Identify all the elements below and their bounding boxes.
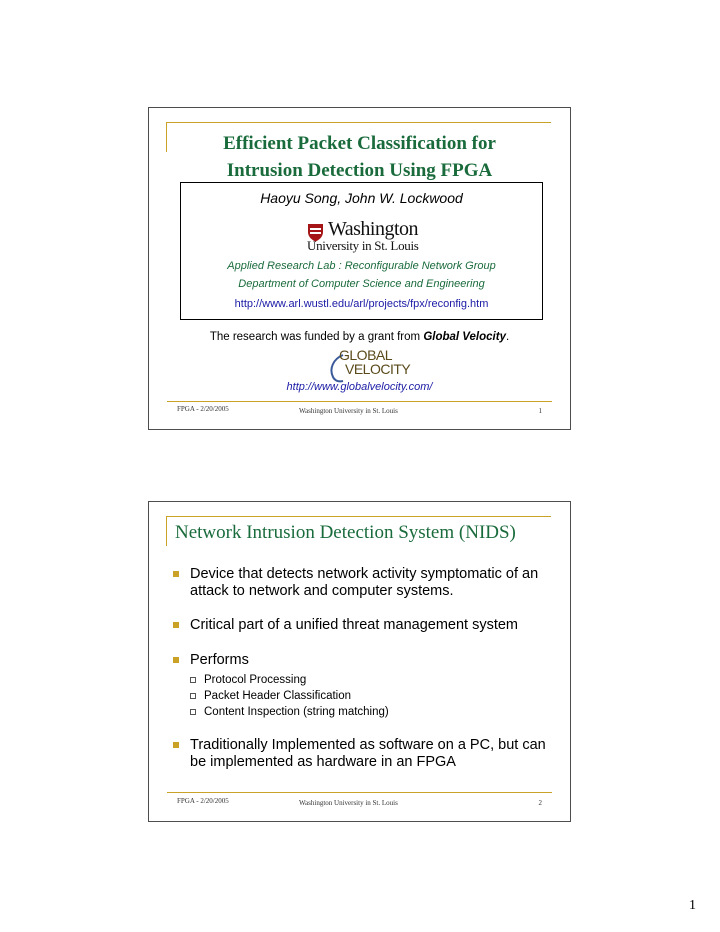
logo-wordmark: Washington <box>328 218 419 240</box>
funding-note <box>149 331 570 343</box>
footer-date: FPGA - 2/20/2005 <box>177 405 229 413</box>
sub-bullet-list <box>190 672 553 720</box>
slide-1 <box>148 107 571 430</box>
slide-title-line-1: Efficient Packet Classification for <box>223 133 496 154</box>
bullet-list <box>173 566 553 771</box>
funding-prefix: The research was funded by a grant from <box>209 331 424 343</box>
accent-line <box>166 516 167 546</box>
slide-title-line-2: Intrusion Detection Using FPGA <box>226 160 493 181</box>
list-item: Device that detects network activity symptomatic of an attack to network and computer systems. <box>173 566 553 600</box>
sub-list-item: Content Inspection (string matching) <box>190 704 553 720</box>
accent-line <box>167 792 552 793</box>
logo-line-2: VELOCITY <box>345 361 411 377</box>
logo-line-1: GLOBAL <box>339 347 393 363</box>
funding-sponsor: Global Velocity <box>423 331 506 343</box>
footer-institution: Washington University in St. Louis <box>299 407 398 415</box>
sponsor-url-link[interactable]: http://www.globalvelocity.com/ <box>286 381 433 393</box>
page-number: 1 <box>689 898 696 913</box>
sub-list-item: Protocol Processing <box>190 672 553 688</box>
accent-line <box>166 516 551 517</box>
funding-suffix: . <box>505 331 510 343</box>
footer-date: FPGA - 2/20/2005 <box>177 797 229 805</box>
slide-title: Network Intrusion Detection System (NIDS) <box>175 522 516 543</box>
footer-slide-number: 2 <box>538 799 542 807</box>
author-box <box>180 182 543 320</box>
logo-subtitle: University in St. Louis <box>307 238 419 253</box>
list-item: Critical part of a unified threat management system <box>173 617 553 634</box>
washington-university-logo <box>307 218 419 253</box>
slide-title <box>149 130 570 184</box>
slide-2 <box>148 501 571 822</box>
accent-line <box>167 401 552 402</box>
lab-name: Applied Research Lab : Reconfigurable Network Group <box>227 260 496 272</box>
department-name: Department of Computer Science and Engineering <box>238 278 485 290</box>
accent-line <box>166 122 551 123</box>
authors: Haoyu Song, John W. Lockwood <box>260 190 463 206</box>
sub-list-item: Packet Header Classification <box>190 688 553 704</box>
footer-institution: Washington University in St. Louis <box>299 799 398 807</box>
list-item-label: Performs <box>190 652 249 668</box>
list-item <box>173 652 553 720</box>
project-url-link[interactable]: http://www.arl.wustl.edu/arl/projects/fpx/reconfig.htm <box>234 298 489 310</box>
footer-slide-number: 1 <box>538 407 542 415</box>
list-item: Traditionally Implemented as software on a PC, but can be implemented as hardware in an FPGA <box>173 737 553 771</box>
